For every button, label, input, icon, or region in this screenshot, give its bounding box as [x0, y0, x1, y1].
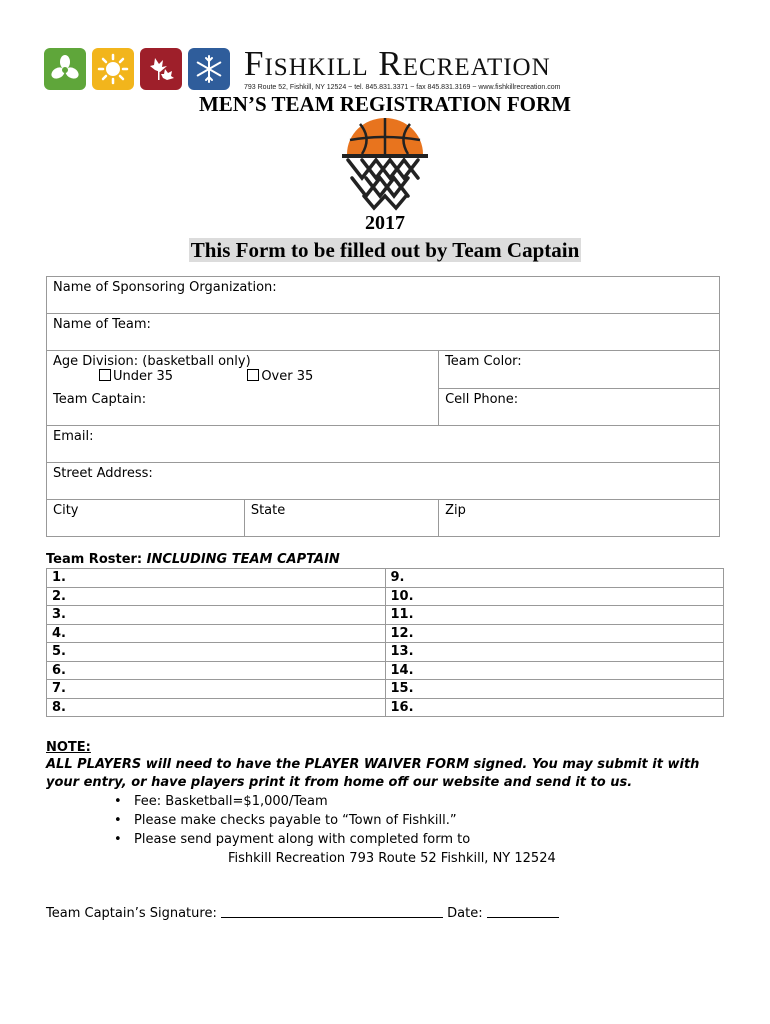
table-row — [47, 698, 724, 717]
roster-title-plain: Team Roster: — [46, 552, 143, 567]
signature-label: Team Captain’s Signature: — [46, 906, 217, 921]
state-field[interactable] — [244, 500, 438, 537]
roster-cell[interactable]: 1. — [47, 569, 386, 588]
roster-cell[interactable]: 14. — [385, 661, 724, 680]
note-body: ALL PLAYERS will need to have the PLAYER WAIVER FORM signed. You may submit it with your entry, or have players print it from home off our website and send it to us. — [46, 757, 700, 790]
registration-info-table — [46, 276, 720, 537]
team-name-label: Name of Team: — [53, 317, 151, 332]
form-subtitle: This Form to be filled out by Team Captain — [190, 238, 580, 262]
roster-cell[interactable]: 5. — [47, 643, 386, 662]
snowflake-icon — [188, 48, 230, 90]
sponsoring-org-label: Name of Sponsoring Organization: — [53, 280, 277, 295]
brand-name: Fishkill Recreation — [244, 44, 551, 83]
list-item: • Please send payment along with completed form to — [114, 830, 736, 849]
roster-cell[interactable]: 6. — [47, 661, 386, 680]
table-row — [47, 680, 724, 699]
age-division-label: Age Division: (basketball only) — [53, 354, 251, 369]
table-row — [47, 643, 724, 662]
under-35-checkbox[interactable] — [99, 369, 111, 381]
flower-icon — [44, 48, 86, 90]
team-name-field[interactable] — [47, 314, 720, 351]
header-logo — [44, 46, 560, 92]
roster-table — [46, 568, 724, 717]
sponsoring-org-field[interactable] — [47, 277, 720, 314]
roster-cell[interactable]: 12. — [385, 624, 724, 643]
email-label: Email: — [53, 429, 94, 444]
roster-title — [46, 552, 340, 567]
over-35-checkbox[interactable] — [247, 369, 259, 381]
payment-address: Fishkill Recreation 793 Route 52 Fishkill, NY 12524 — [228, 851, 556, 866]
zip-field[interactable] — [439, 500, 720, 537]
list-item: • Fee: Basketball=$1,000/Team — [114, 792, 736, 811]
roster-title-italic: INCLUDING TEAM CAPTAIN — [146, 552, 340, 567]
city-field[interactable] — [47, 500, 245, 537]
brand — [244, 44, 561, 91]
table-row — [47, 587, 724, 606]
street-address-field[interactable] — [47, 463, 720, 500]
basketball-icon — [340, 116, 430, 212]
table-row — [47, 606, 724, 625]
team-color-label: Team Color: — [445, 354, 522, 369]
team-captain-field[interactable] — [47, 389, 439, 426]
note-bullets — [114, 792, 736, 849]
roster-cell[interactable]: 8. — [47, 698, 386, 717]
team-captain-label: Team Captain: — [53, 391, 147, 407]
table-row — [47, 569, 724, 588]
state-label: State — [250, 503, 286, 518]
cell-phone-label: Cell Phone: — [445, 392, 519, 407]
roster-cell[interactable]: 15. — [385, 680, 724, 699]
roster-cell[interactable]: 9. — [385, 569, 724, 588]
city-label: City — [53, 503, 79, 518]
note-heading: NOTE: — [46, 740, 91, 755]
note-section — [46, 740, 736, 868]
team-color-field[interactable] — [439, 351, 720, 389]
cell-phone-field[interactable] — [439, 389, 720, 426]
roster-cell[interactable]: 3. — [47, 606, 386, 625]
roster-cell[interactable]: 16. — [385, 698, 724, 717]
street-address-label: Street Address: — [53, 466, 153, 481]
form-title: MEN’S TEAM REGISTRATION FORM — [198, 92, 571, 116]
table-row — [47, 661, 724, 680]
roster-cell[interactable]: 11. — [385, 606, 724, 625]
age-division-field — [47, 351, 439, 389]
subtitle-wrap — [0, 238, 770, 263]
roster-cell[interactable]: 13. — [385, 643, 724, 662]
roster-cell[interactable]: 7. — [47, 680, 386, 699]
under-35-label: Under 35 — [113, 369, 174, 384]
signature-line[interactable] — [221, 905, 443, 918]
date-label: Date: — [447, 906, 483, 921]
roster-cell[interactable]: 10. — [385, 587, 724, 606]
form-year: 2017 — [365, 212, 405, 234]
sun-icon — [92, 48, 134, 90]
roster-cell[interactable]: 2. — [47, 587, 386, 606]
zip-label: Zip — [445, 503, 466, 518]
list-item: • Please make checks payable to “Town of Fishkill.” — [114, 811, 736, 830]
email-field[interactable] — [47, 426, 720, 463]
brand-address: 793 Route 52, Fishkill, NY 12524 ~ tel. 845.831.3371 ~ fax 845.831.3169 ~ www.fishkillrecreation.com — [244, 84, 561, 91]
over-35-label: Over 35 — [261, 369, 314, 384]
table-row — [47, 624, 724, 643]
leaves-icon — [140, 48, 182, 90]
signature-row — [46, 905, 559, 921]
roster-cell[interactable]: 4. — [47, 624, 386, 643]
date-line[interactable] — [487, 905, 559, 918]
